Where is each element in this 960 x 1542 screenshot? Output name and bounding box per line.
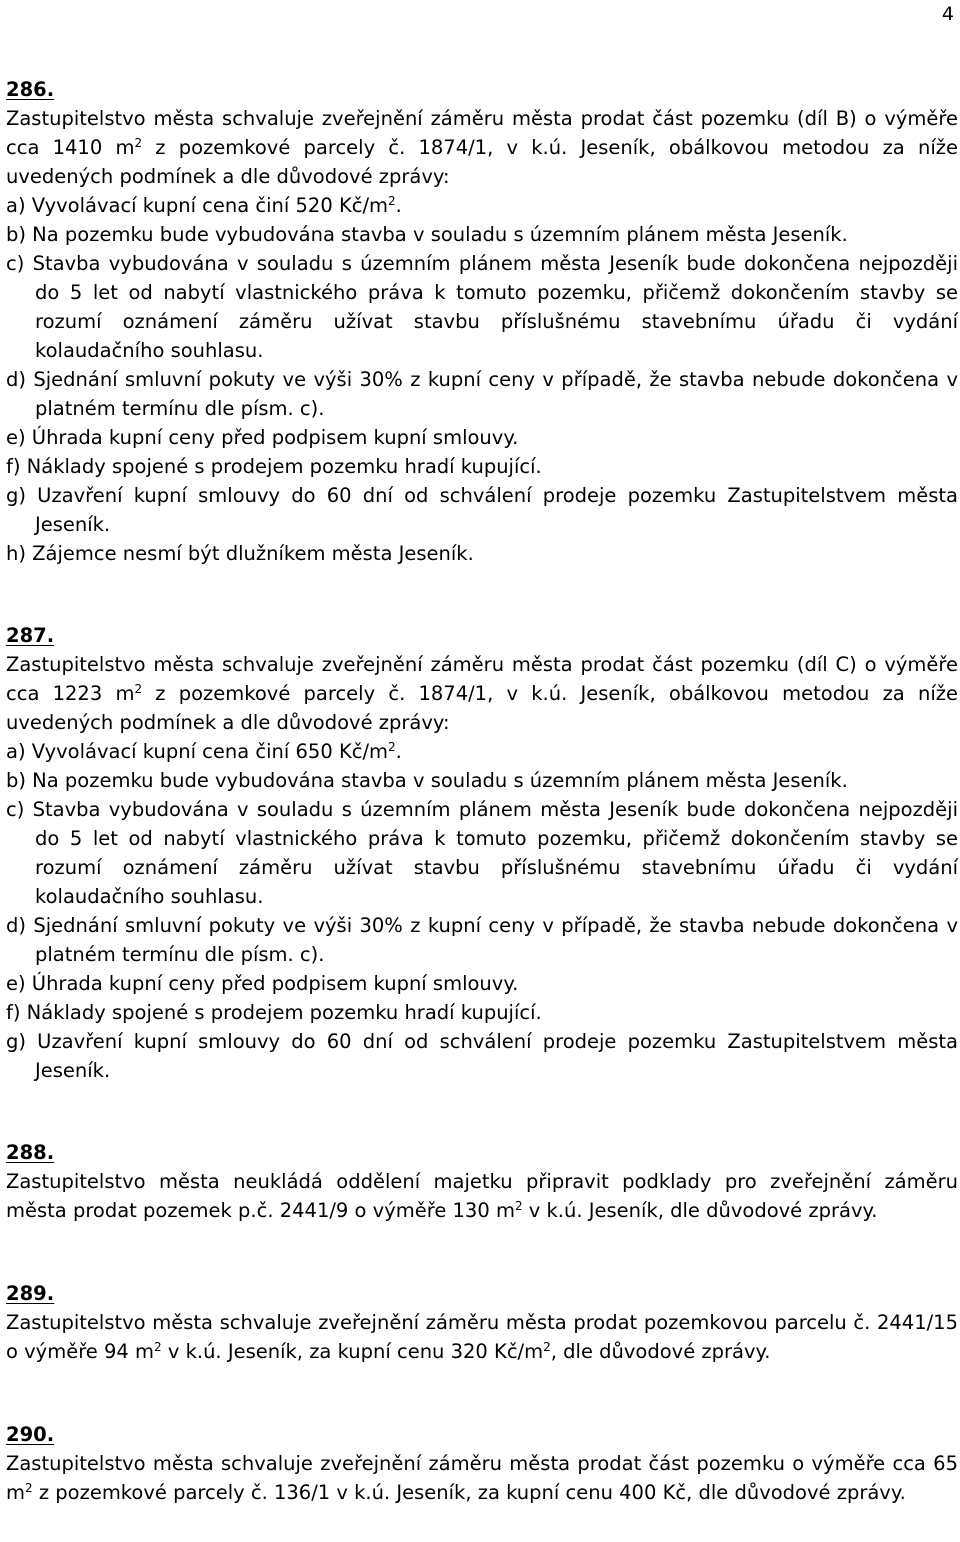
resolution-number: 288.: [6, 1141, 55, 1164]
superscript: 2: [388, 194, 396, 208]
superscript: 2: [154, 1340, 162, 1354]
condition-a: [6, 737, 958, 766]
condition-f: f) Náklady spojené s prodejem pozemku hradí kupující.: [6, 455, 542, 478]
condition-d: d) Sjednání smluvní pokuty ve výši 30% z kupní ceny v případě, že stavba nebude dokončena v platném termínu dle písm. c).: [6, 368, 958, 420]
resolution-290: [6, 1420, 958, 1507]
intro-text: Zastupitelstvo města schvaluje zveřejnění záměru města prodat část pozemku (díl B) o výměře cca 1410 m: [6, 107, 958, 159]
resolution-286: [6, 75, 958, 568]
resolution-text-middle: v k.ú. Jeseník, za kupní cenu 320 Kč/m: [161, 1340, 544, 1363]
condition-h: h) Zájemce nesmí být dlužníkem města Jeseník.: [6, 542, 474, 565]
condition-a: [6, 191, 958, 220]
resolution-number: 287.: [6, 624, 55, 647]
condition-text: a) Vyvolávací kupní cena činí 650 Kč/m: [6, 740, 389, 763]
condition-f: f) Náklady spojené s prodejem pozemku hradí kupující.: [6, 1001, 542, 1024]
resolution-287: [6, 621, 958, 1085]
resolution-text: [6, 1449, 958, 1507]
superscript: 2: [543, 1340, 551, 1354]
condition-text-end: .: [395, 740, 402, 763]
condition-b: b) Na pozemku bude vybudována stavba v souladu s územním plánem města Jeseník.: [6, 223, 848, 246]
condition-g: g) Uzavření kupní smlouvy do 60 dní od schválení prodeje pozemku Zastupitelstvem města Jeseník.: [6, 484, 958, 536]
condition-text: a) Vyvolávací kupní cena činí 520 Kč/m: [6, 194, 389, 217]
condition-c: c) Stavba vybudována v souladu s územním plánem města Jeseník bude dokončena nejpozději do 5 let od nabytí vlastnického práva k tomuto pozemku, přičemž dokončením stavby se rozumí oznámení záměru užívat stavbu příslušnému stavebnímu úřadu či vydání kolaudačního souhlasu.: [6, 798, 958, 908]
resolution-text-start: Zastupitelstvo města schvaluje zveřejnění záměru města prodat pozemkovou parcelu č. 2441/15 o výměře 94 m: [6, 1311, 958, 1363]
resolution-number: 289.: [6, 1282, 55, 1305]
condition-e: e) Úhrada kupní ceny před podpisem kupní smlouvy.: [6, 972, 519, 995]
resolution-text-end: v k.ú. Jeseník, dle důvodové zprávy.: [522, 1199, 878, 1222]
condition-text-end: .: [395, 194, 402, 217]
page-number: 4: [941, 3, 954, 25]
resolution-intro: [6, 650, 958, 737]
superscript: 2: [134, 136, 143, 150]
resolution-number: 290.: [6, 1423, 55, 1446]
resolution-text-start: Zastupitelstvo města schvaluje zveřejnění záměru města prodat část pozemku o výměře cca 65 m: [6, 1452, 958, 1504]
intro-text-end: z pozemkové parcely č. 1874/1, v k.ú. Jeseník, obálkovou metodou za níže uvedených podmínek a dle důvodové zprávy:: [6, 682, 958, 734]
intro-text: Zastupitelstvo města schvaluje zveřejnění záměru města prodat část pozemku (díl C) o výměře cca 1223 m: [6, 653, 958, 705]
resolution-intro: [6, 104, 958, 191]
resolution-288: [6, 1138, 958, 1225]
resolution-text-start: Zastupitelstvo města neukládá oddělení majetku připravit podklady pro zveřejnění záměru města prodat pozemek p.č. 2441/9 o výměře 130 m: [6, 1170, 958, 1222]
condition-e: e) Úhrada kupní ceny před podpisem kupní smlouvy.: [6, 426, 519, 449]
resolution-text: [6, 1308, 958, 1366]
superscript: 2: [134, 682, 143, 696]
superscript: 2: [388, 740, 396, 754]
intro-text-end: z pozemkové parcely č. 1874/1, v k.ú. Jeseník, obálkovou metodou za níže uvedených podmínek a dle důvodové zprávy:: [6, 136, 958, 188]
condition-d: d) Sjednání smluvní pokuty ve výši 30% z kupní ceny v případě, že stavba nebude dokončena v platném termínu dle písm. c).: [6, 914, 958, 966]
resolution-text-end: z pozemkové parcely č. 136/1 v k.ú. Jeseník, za kupní cenu 400 Kč, dle důvodové zprávy.: [32, 1481, 906, 1504]
resolution-289: [6, 1279, 958, 1366]
superscript: 2: [25, 1481, 33, 1495]
superscript: 2: [514, 1199, 523, 1213]
condition-b: b) Na pozemku bude vybudována stavba v souladu s územním plánem města Jeseník.: [6, 769, 848, 792]
condition-g: g) Uzavření kupní smlouvy do 60 dní od schválení prodeje pozemku Zastupitelstvem města Jeseník.: [6, 1030, 958, 1082]
resolution-number: 286.: [6, 78, 55, 101]
document-body: [6, 75, 958, 1507]
resolution-text: [6, 1167, 958, 1225]
resolution-text-end: , dle důvodové zprávy.: [550, 1340, 771, 1363]
condition-c: c) Stavba vybudována v souladu s územním plánem města Jeseník bude dokončena nejpozději do 5 let od nabytí vlastnického práva k tomuto pozemku, přičemž dokončením stavby se rozumí oznámení záměru užívat stavbu příslušnému stavebnímu úřadu či vydání kolaudačního souhlasu.: [6, 252, 958, 362]
